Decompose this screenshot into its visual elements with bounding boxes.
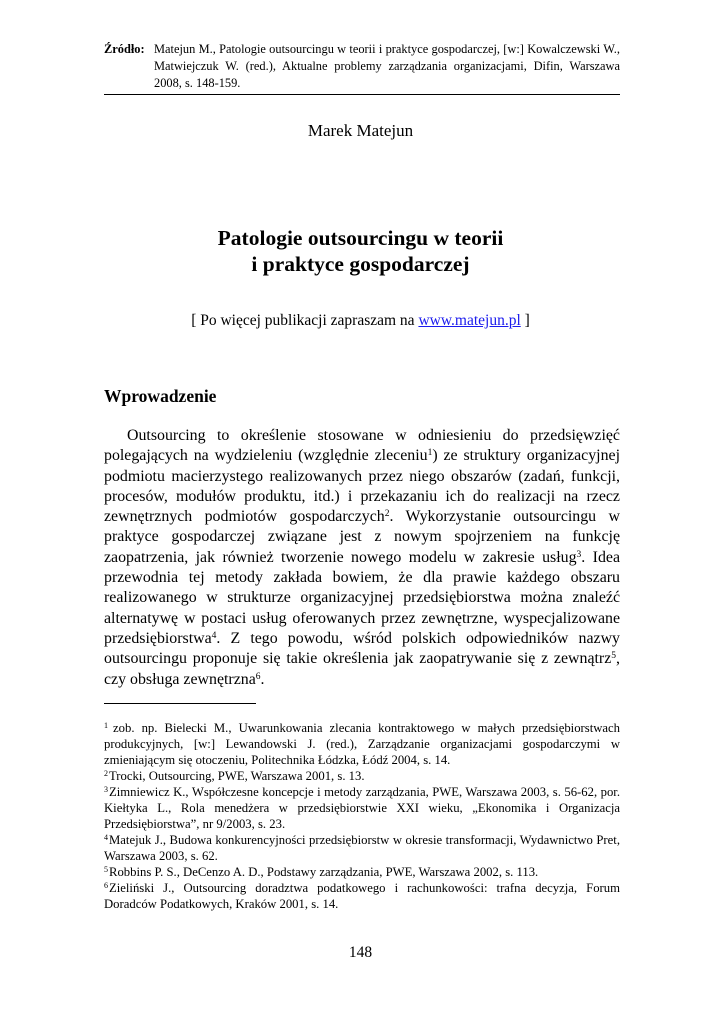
page-title <box>0 225 721 277</box>
footnote-number: 3 <box>104 785 108 794</box>
footnote-6 <box>104 880 620 912</box>
paragraph-text-6: , czy obsługa zewnętrzna <box>104 650 620 688</box>
footnote-5 <box>104 864 620 880</box>
footnote-number: 2 <box>104 769 108 778</box>
author-name: Marek Matejun <box>307 121 414 140</box>
paragraph-text-5: . Z tego powodu, wśród polskich odpowiedników nazwy outsourcingu proponuje się takie określenia jak zaopatrywanie się z zewnątrz <box>104 629 620 668</box>
footnote-text: zob. np. Bielecki M., Uwarunkowania zlecania kontraktowego w małych przedsiębiorstwach produkcyjnych, [w:] Lewandowski J. (red.), Zarządzanie organizacjami gospodarczymi w zmieniającym się otoczeniu, Politechnika Łódzka, Łódź 2004, s. 14. <box>104 721 620 767</box>
paragraph-text-7: . <box>260 670 265 688</box>
footnote-text: Matejuk J., Budowa konkurencyjności przedsiębiorstw w okresie transformacji, Wydawnictwo Pret, Warszawa 2003, s. 62. <box>104 833 620 863</box>
publications-invite <box>0 312 721 330</box>
footnote-text: Robbins P. S., DeCenzo A. D., Podstawy zarządzania, PWE, Warszawa 2002, s. 113. <box>109 865 539 879</box>
footnote-number: 1 <box>104 721 108 730</box>
page-number: 148 <box>348 944 373 961</box>
footnote-ref-5[interactable]: 5 <box>611 651 617 662</box>
footnote-4 <box>104 832 620 864</box>
paragraph-text-3: . Wykorzystanie outsourcingu w praktyce gospodarczej związane jest z nowym spojrzeniem na funkcję zaopatrzenia, jak również tworzenie nowego modelu w zakresie usług <box>104 508 620 566</box>
paragraph-text-1: Outsourcing to określenie stosowane w odniesieniu do przedsięwzięć polegających na wydzieleniu (względnie zleceniu <box>104 427 620 465</box>
website-link[interactable]: www.matejun.pl <box>418 312 521 329</box>
footnote-ref-6[interactable]: 6 <box>255 671 261 682</box>
source-label: Źródło: <box>104 42 145 56</box>
footnote-ref-4[interactable]: 4 <box>211 630 217 641</box>
paragraph-text-4: . Idea przewodnia tej metody zakłada bowiem, że dla prawie każdego obszaru realizowanego w strukturze organizacyjnej przedsiębiorstwa można znaleźć alternatywę w postaci usług oferowanych przez zewnętrzne, wyspecjalizowane przedsiębiorstwa <box>104 548 621 647</box>
source-citation <box>104 41 620 92</box>
footnote-text: Zimniewicz K., Współczesne koncepcje i metody zarządzania, PWE, Warszawa 2003, s. 56-62, por. Kiełtyka L., Rola menedżera w przedsiębiorstwie XXI wieku, „Ekonomika i Organizacja Przedsiębiorstwa”, nr 9/2003, s. 23. <box>104 785 620 831</box>
invite-suffix: ] <box>520 312 530 329</box>
footnote-ref-3[interactable]: 3 <box>576 549 582 560</box>
footnote-1 <box>104 720 620 768</box>
title-line-1: Patologie outsourcingu w teorii <box>217 226 504 250</box>
footnote-separator <box>104 703 256 704</box>
paragraph-text-2: ) ze struktury organizacyjnej podmiotu macierzystego realizowanych przez niego obszarów (zadań, funkcji, procesów, modułów produktu, itd.) i przekazaniu ich do realizacji na rzecz zewnętrznych podmiotów gospodarczych <box>104 447 620 526</box>
footnote-text: Trocki, Outsourcing, PWE, Warszawa 2001, s. 13. <box>109 769 365 783</box>
footnote-3 <box>104 784 620 832</box>
source-text: Matejun M., Patologie outsourcingu w teorii i praktyce gospodarczej, [w:] Kowalczewski W., Matwiejczuk W. (red.), Aktualne problemy zarządzania organizacjami, Difin, Warszawa 2008, s. 148-159. <box>154 42 620 90</box>
intro-paragraph <box>104 426 620 690</box>
footnote-ref-1[interactable]: 1 <box>427 448 433 459</box>
footnote-number: 6 <box>104 881 108 890</box>
footnote-ref-2[interactable]: 2 <box>384 509 390 520</box>
footnote-number: 4 <box>104 833 108 842</box>
footnote-number: 5 <box>104 865 108 874</box>
footnote-text: Zieliński J., Outsourcing doradztwa podatkowego i rachunkowości: trafna decyzja, Forum Doradców Podatkowych, Kraków 2001, s. 14. <box>104 881 620 911</box>
invite-prefix: [ Po więcej publikacji zapraszam na <box>191 312 419 329</box>
header-rule <box>104 94 620 95</box>
footnote-2 <box>104 768 620 784</box>
title-line-2: i praktyce gospodarczej <box>251 252 470 276</box>
footnotes <box>104 720 620 912</box>
section-heading: Wprowadzenie <box>104 386 217 406</box>
